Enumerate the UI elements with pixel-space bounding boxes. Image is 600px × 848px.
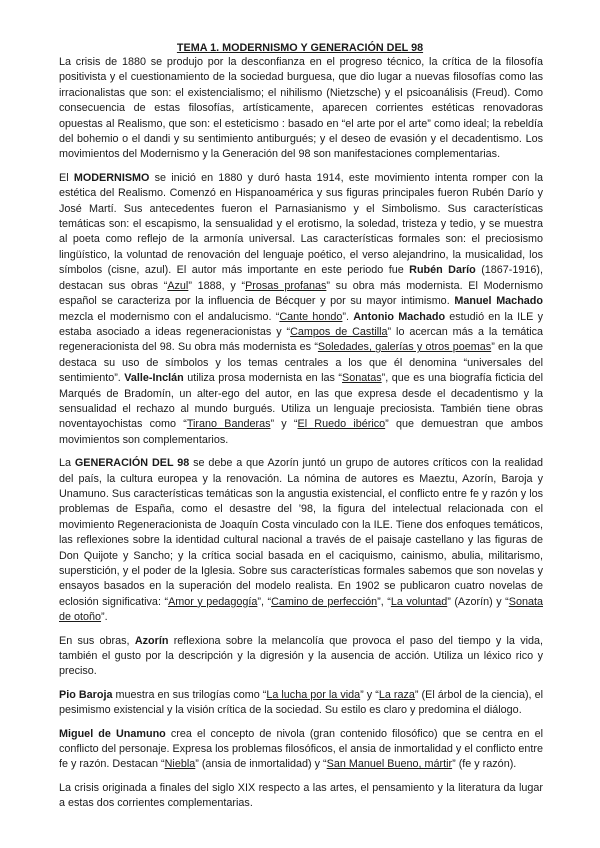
- text-run: reflexiona sobre la melancolía que provoca el paso del tiempo y la vida, también el gusto por la descripción y la digresión y la ausencia de acción. Utiliza un léxico rico y preciso.: [59, 634, 544, 678]
- text-run: crea el concepto de nivola (gran contenido filosófico) que se centra en el conflicto del personaje. Expresa los problemas filosóficos, el ansia de inmortalidad y el conflicto entre fe y razón. Destacan “: [59, 727, 543, 771]
- author-azorin: Azorín: [134, 634, 169, 647]
- text-run: se debe a que Azorín juntó un grupo de autores críticos con la realidad del país, la cultura europea y la renovación. La nómina de autores es Maeztu, Azorín, Baroja y Unamuno. Sus características temáticas son la angustia existencial, el conflicto entre fe y razón y los problemas de España, como el desastre del ’98, la figura del intelectual relacionada con el movimiento Regeneracionista de Joaquín Costa vinculado con la ILE. Tiene dos enfoques temáticos, las reflexiones sobre la identidad cultural nacional a través de el paisaje castellano y las figuras de Don Quijote y Sancho; y la crítica social basada en el caciquismo, cainismo, abulia, militarismo, superstición, y el poder de la Iglesia. Sobre sus características formales sabemos que son novelas y ensayos basados en la superación del modelo realista. En 1902 se publicaron cuatro novelas de eclosión significativa: “: [59, 457, 543, 608]
- text-run: La: [59, 457, 75, 470]
- text-run: ” y “: [360, 688, 379, 701]
- work-title: Cante hondo: [279, 310, 343, 323]
- text-run: ” que demuestran que ambos movimientos son complementarios.: [59, 418, 544, 446]
- text-run: mezcla el modernismo con el andalucismo. “: [59, 310, 280, 323]
- paragraph-modernismo: [59, 171, 543, 448]
- text-run: muestra en sus trilogías como “: [112, 688, 267, 701]
- text-run: ” lo acercan más a la temática regeneracionista del 98. Su obra más modernista es “: [59, 325, 543, 354]
- work-title: San Manuel Bueno, mártir: [326, 758, 453, 771]
- document-body: [59, 55, 543, 820]
- work-title: Prosas profanas: [245, 279, 327, 292]
- text-run: (1867-1916), destacan sus obras “: [59, 264, 544, 292]
- work-title: La raza: [378, 688, 415, 701]
- text-run: ” 1888, y “: [188, 279, 246, 292]
- work-title: Tirano Banderas: [186, 418, 271, 431]
- work-title: Sonatas: [342, 372, 382, 385]
- text-run: ”, “: [377, 595, 391, 608]
- text-run: ”.: [342, 310, 354, 323]
- text-run: estudió en la ILE y estaba asociado a ideas regeneracionistas y “: [59, 310, 543, 338]
- author-ruben-dario: Rubén Darío: [409, 264, 476, 277]
- author-manuel-machado: Manuel Machado: [454, 295, 543, 308]
- text-run: ” (fe y razón).: [452, 758, 517, 771]
- document-title: TEMA 1. MODERNISMO Y GENERACIÓN DEL 98: [176, 42, 424, 54]
- author-unamuno: Miguel de Unamuno: [59, 727, 166, 740]
- paragraph-text: La crisis originada a finales del siglo XIX respecto a las artes, el pensamiento y la literatura da lugar a estas dos corrientes complementarias.: [59, 781, 543, 810]
- paragraph-generacion-98: [59, 456, 543, 625]
- author-pio-baroja: Pio Baroja: [59, 688, 113, 701]
- work-title: Amor y pedagogía: [168, 595, 258, 608]
- work-title: El Ruedo ibérico: [297, 418, 386, 431]
- work-title: Camino de perfección: [271, 595, 378, 608]
- text-run: ”, que es una biografía ficticia del Marqués de Bradomín, un alter-ego del autor, en las que expresa desde el decadentismo y la sensualidad el rechazo al mundo burgués. Utiliza un lenguaje preciosista. También tiene obras noventayochistas como “: [59, 372, 543, 431]
- text-run: ”.: [101, 611, 108, 624]
- text-run: ” su obra más modernista. El Modernismo español se caracteriza por la influencia de Bécquer y por su mayor intimismo.: [59, 279, 544, 308]
- paragraph-text: La crisis de 1880 se produjo por la desconfianza en el progreso técnico, la crítica de la filosofía positivista y el cuestionamiento de la sociedad burguesa, que dio lugar a nuevas filosofías como las irracionalistas que son: el existencialismo; el nihilismo (Nietzsche) y el psicoanálisis (Freud). Como consecuencia de estas filosofías, artísticamente, aparecen corrientes estéticas renovadoras opuestas al Realismo, que son: el esteticismo : basado en “el arte por el arte” como ideal; la rebeldía del bohemio o el dandi y su sentimiento antiburgués; y el deseo de evasión y el decadentismo. Los movimientos del Modernismo y la Generación del 98 son manifestaciones complementarias.: [59, 56, 543, 161]
- work-title: Campos de Castilla: [290, 325, 388, 338]
- text-run: ” en la que destaca su uso de símbolos y los temas centrales a los que él denomina “universales del sentimiento”.: [59, 341, 543, 385]
- work-title: Soledades, galerías y otros poemas: [317, 341, 492, 354]
- text-run: ” (Azorín) y “: [447, 595, 509, 608]
- work-title: Azul: [167, 279, 189, 292]
- work-title: Sonata de otoño: [59, 595, 543, 624]
- work-title: La voluntad: [390, 595, 448, 608]
- paragraph-azorin: [59, 634, 543, 680]
- text-run: El: [59, 171, 74, 184]
- paragraph-conclusion: [59, 781, 543, 812]
- heading-generacion-98: GENERACIÓN DEL 98: [74, 457, 190, 470]
- work-title: Niebla: [164, 758, 196, 771]
- paragraph-baroja: [59, 688, 543, 719]
- text-run: ” y “: [270, 418, 298, 431]
- text-run: utiliza prosa modernista en las “: [183, 372, 343, 385]
- author-antonio-machado: Antonio Machado: [353, 310, 446, 323]
- text-run: se inició en 1880 y duró hasta 1914, este movimiento intenta romper con la estética del Realismo. Comenzó en Hispanoamérica y sus figuras principales fueron Rubén Darío y José Martí. Sus antecedentes fueron el Parnasianismo y el Simbolismo. Sus características temáticas son: el escapismo, la sensualidad y el erotismo, la soledad, tristeza y tedio, y se muestra al poeta como reflejo de la armonía universal. Las características formales son: el preciosismo lingüístico, la voluntad de renovación del lenguaje poético, el verso alejandrino, la musicalidad, los símbolos (cisne, azul). El autor más importante en este periodo fue: [59, 171, 543, 277]
- heading-modernismo: MODERNISMO: [73, 171, 150, 184]
- text-run: ”, “: [257, 595, 272, 608]
- author-valle-inclan: Valle-Inclán: [124, 372, 184, 385]
- paragraph-intro: [59, 55, 543, 163]
- text-run: ” (El árbol de la ciencia), el pesimismo existencial y la visión crítica de la sociedad. Su estilo es claro y predomina el diálogo.: [59, 688, 544, 717]
- text-run: ” (ansia de inmortalidad) y “: [195, 758, 327, 771]
- work-title: La lucha por la vida: [266, 688, 361, 701]
- paragraph-unamuno: [59, 727, 543, 773]
- text-run: En sus obras,: [59, 634, 135, 647]
